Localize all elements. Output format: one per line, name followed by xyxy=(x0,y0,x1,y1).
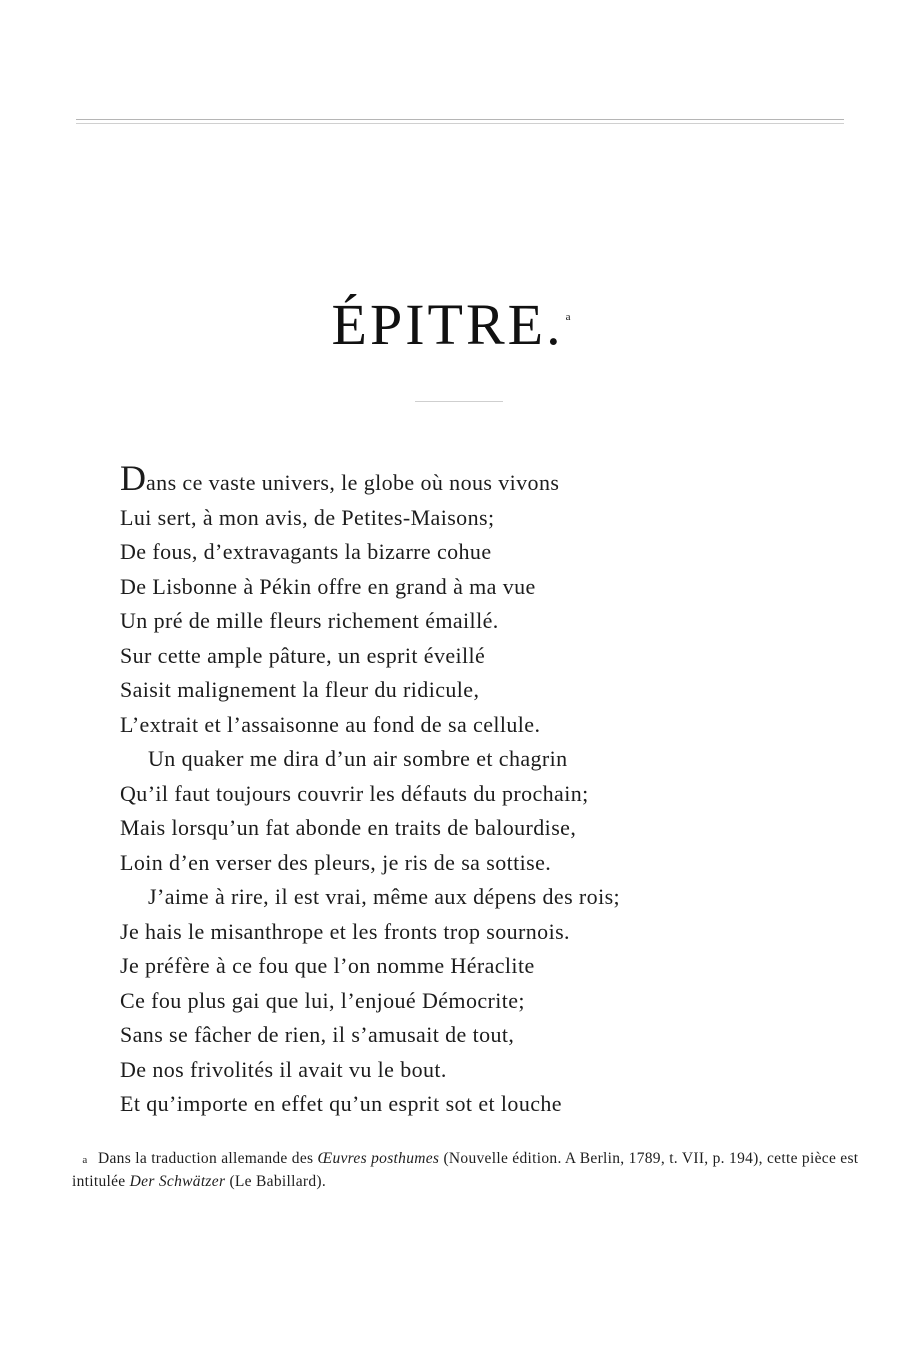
poem-body xyxy=(120,458,780,1122)
poem-line: Sans se fâcher de rien, il s’amusait de tout, xyxy=(120,1022,515,1047)
poem-line: Je préfère à ce fou que l’on nomme Héraclite xyxy=(120,953,535,978)
poem-line: Loin d’en verser des pleurs, je ris de sa sottise. xyxy=(120,849,552,875)
poem-line: Et qu’importe en effet qu’un esprit sot et louche xyxy=(120,1091,562,1116)
poem-line: Je hais le misanthrope et les fronts trop sournois. xyxy=(120,918,570,944)
poem-line: Mais lorsqu’un fat abonde en traits de balourdise, xyxy=(120,815,577,840)
poem-line: L’extrait et l’assaisonne au fond de sa cellule. xyxy=(120,711,541,737)
poem-line: Un pré de mille fleurs richement émaillé. xyxy=(120,608,499,633)
header-rule xyxy=(76,119,844,120)
poem-line: Lui sert, à mon avis, de Petites-Maisons; xyxy=(120,504,495,530)
title-footnote-mark[interactable]: a xyxy=(565,311,571,323)
poem-line: Un quaker me dira d’un air sombre et chagrin xyxy=(148,746,568,771)
poem-line: Saisit malignement la fleur du ridicule, xyxy=(120,677,480,702)
poem-line: De nos frivolités il avait vu le bout. xyxy=(120,1056,447,1082)
poem-line: De Lisbonne à Pékin offre en grand à ma vue xyxy=(120,573,536,599)
drop-cap: D xyxy=(120,458,146,498)
footnote-text: Dans la traduction allemande des xyxy=(98,1150,318,1167)
poem-line: Ce fou plus gai que lui, l’enjoué Démocrite; xyxy=(120,987,525,1013)
footnote xyxy=(72,1148,862,1193)
footnote-german-title: Der Schwätzer xyxy=(129,1173,226,1190)
header-rule-secondary xyxy=(76,123,844,124)
title-text: ÉPITRE. xyxy=(331,292,564,357)
footnote-text: (Le Babillard). xyxy=(225,1173,327,1190)
poem-line: Qu’il faut toujours couvrir les défauts du prochain; xyxy=(120,780,589,806)
footnote-mark: a xyxy=(82,1154,88,1166)
poem-line: Dans ce vaste univers, le globe où nous vivons xyxy=(120,458,560,498)
poem-line: J’aime à rire, il est vrai, même aux dépens des rois; xyxy=(148,884,621,909)
poem-line: Sur cette ample pâture, un esprit éveillé xyxy=(120,642,486,668)
poem-line: De fous, d’extravagants la bizarre cohue xyxy=(120,539,492,564)
footnote-text: (Nouvelle édition. A Berlin, 1789, t. VII, p. 194), cette pièce est intitulée xyxy=(72,1150,859,1190)
footnote-work-title: Œuvres posthumes xyxy=(317,1150,440,1167)
page-title xyxy=(0,292,900,357)
title-divider xyxy=(415,401,503,402)
